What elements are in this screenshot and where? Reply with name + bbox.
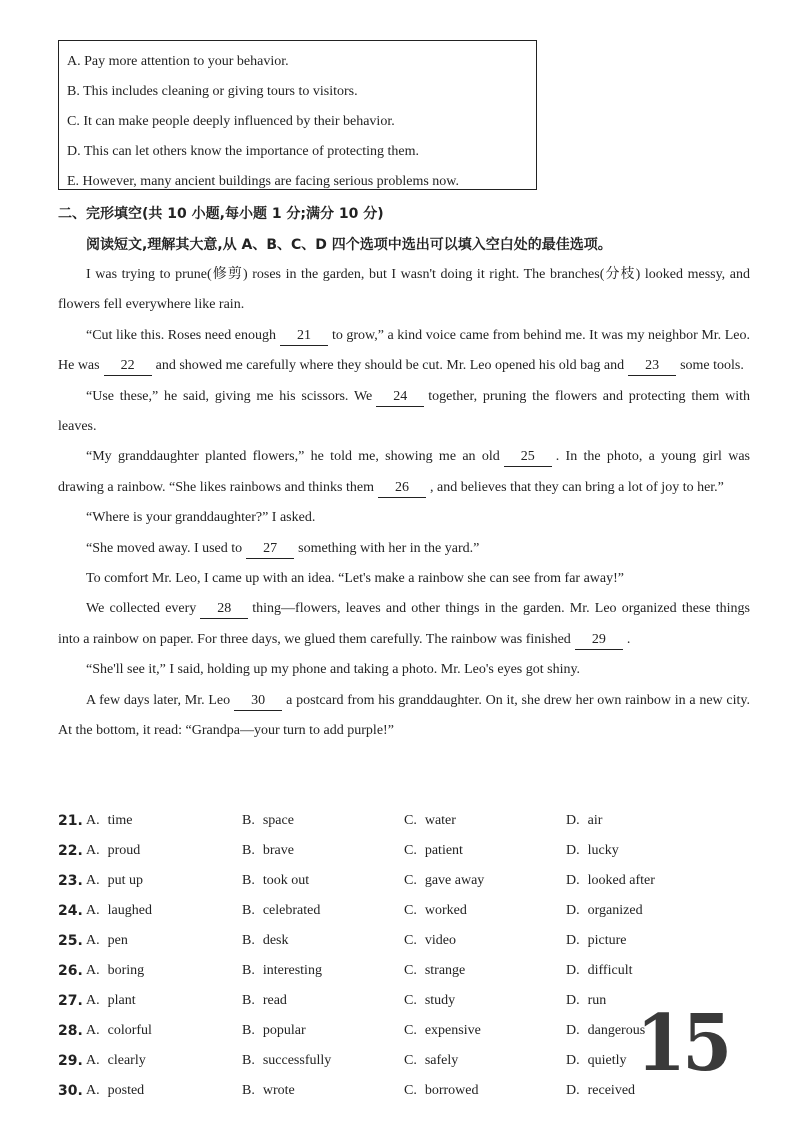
choice-letter: B. bbox=[242, 873, 255, 888]
paragraph-7 bbox=[58, 564, 750, 594]
choice-letter: B. bbox=[242, 933, 255, 948]
choice-letter: C. bbox=[404, 993, 417, 1008]
p6-text-a: “She moved away. I used to bbox=[86, 540, 243, 556]
choice-a bbox=[86, 1016, 152, 1046]
p2-text-b: to grow,” a kind voice came from behind me. It was my neighbor Mr. Leo. He was bbox=[58, 327, 750, 374]
choice-letter: A. bbox=[86, 903, 100, 918]
question-row bbox=[58, 866, 758, 896]
paragraph-3 bbox=[58, 382, 750, 443]
choice-c bbox=[404, 956, 465, 986]
choice-text: successfully bbox=[262, 1053, 332, 1068]
choice-letter: C. bbox=[404, 933, 417, 948]
question-row bbox=[58, 926, 758, 956]
choice-b bbox=[242, 1076, 295, 1106]
choice-letter: B. bbox=[242, 843, 255, 858]
choice-d bbox=[566, 866, 655, 896]
choice-c bbox=[404, 866, 484, 896]
choice-letter: D. bbox=[566, 1083, 580, 1098]
blank-26: 26 bbox=[378, 479, 426, 498]
choice-d bbox=[566, 1046, 627, 1076]
choice-letter: A. bbox=[86, 933, 100, 948]
choice-text: organized bbox=[587, 903, 643, 918]
choice-text: popular bbox=[262, 1023, 306, 1038]
blank-28: 28 bbox=[200, 600, 248, 619]
blank-27: 27 bbox=[246, 540, 294, 559]
choice-c bbox=[404, 986, 455, 1016]
paragraph-9 bbox=[58, 655, 750, 685]
choice-text: dangerous bbox=[587, 1023, 646, 1038]
choice-letter: B. bbox=[242, 993, 255, 1008]
p3-text-a: “Use these,” he said, giving me his scissors. We bbox=[86, 388, 373, 404]
section-title: 二、完形填空(共 10 小题,每小题 1 分;满分 10 分) bbox=[58, 206, 384, 222]
p2-text-d: some tools. bbox=[680, 358, 744, 374]
choice-letter: D. bbox=[566, 993, 580, 1008]
choice-letter: C. bbox=[404, 1083, 417, 1098]
option-c: C. It can make people deeply influenced by their behavior. bbox=[67, 114, 395, 129]
paragraph-10 bbox=[58, 686, 750, 747]
choice-letter: C. bbox=[404, 1053, 417, 1068]
blank-22: 22 bbox=[104, 357, 152, 376]
blank-23: 23 bbox=[628, 357, 676, 376]
choice-c bbox=[404, 806, 456, 836]
choice-text: clearly bbox=[107, 1053, 146, 1068]
choice-a bbox=[86, 926, 128, 956]
choice-c bbox=[404, 1016, 481, 1046]
page-number: 15 bbox=[636, 998, 729, 1089]
choice-a bbox=[86, 836, 140, 866]
choice-letter: C. bbox=[404, 963, 417, 978]
choice-letter: A. bbox=[86, 963, 100, 978]
choice-c bbox=[404, 896, 467, 926]
choice-letter: B. bbox=[242, 1023, 255, 1038]
p7-text: To comfort Mr. Leo, I came up with an idea. “Let's make a rainbow she can see from far away!” bbox=[86, 571, 624, 587]
choice-text: safely bbox=[424, 1053, 459, 1068]
question-number: 22. bbox=[58, 843, 83, 859]
blank-24: 24 bbox=[376, 388, 424, 407]
choice-letter: A. bbox=[86, 993, 100, 1008]
choice-text: difficult bbox=[587, 963, 633, 978]
question-number: 21. bbox=[58, 813, 83, 829]
sentence-options-box bbox=[58, 40, 537, 190]
choice-text: received bbox=[587, 1083, 636, 1098]
blank-29: 29 bbox=[575, 631, 623, 650]
question-number: 30. bbox=[58, 1083, 83, 1099]
choice-letter: B. bbox=[242, 1083, 255, 1098]
choice-b bbox=[242, 1046, 331, 1076]
choice-letter: B. bbox=[242, 963, 255, 978]
choice-d bbox=[566, 956, 632, 986]
p5-text: “Where is your granddaughter?” I asked. bbox=[86, 510, 316, 526]
choice-d bbox=[566, 986, 606, 1016]
p4-text-c: , and believes that they can bring a lot of joy to her.” bbox=[429, 479, 724, 495]
choice-letter: A. bbox=[86, 843, 100, 858]
choice-d bbox=[566, 1076, 635, 1106]
choice-text: pen bbox=[107, 933, 128, 948]
choice-letter: A. bbox=[86, 1053, 100, 1068]
choice-text: celebrated bbox=[262, 903, 321, 918]
choice-b bbox=[242, 866, 309, 896]
choice-text: took out bbox=[262, 873, 310, 888]
paragraph-4 bbox=[58, 442, 750, 503]
question-row bbox=[58, 836, 758, 866]
paragraph-8 bbox=[58, 594, 750, 655]
choice-text: colorful bbox=[107, 1023, 152, 1038]
choice-text: air bbox=[587, 813, 603, 828]
choice-letter: C. bbox=[404, 1023, 417, 1038]
choice-text: laughed bbox=[107, 903, 152, 918]
p4-text-b: . In the photo, a young girl was drawing a rainbow. “She likes rainbows and thinks them bbox=[58, 449, 750, 495]
choice-letter: A. bbox=[86, 1023, 100, 1038]
choice-text: expensive bbox=[424, 1023, 481, 1038]
choice-a bbox=[86, 1046, 146, 1076]
choice-a bbox=[86, 866, 143, 896]
choice-text: run bbox=[587, 993, 607, 1008]
choice-letter: B. bbox=[242, 1053, 255, 1068]
choice-text: lucky bbox=[587, 843, 619, 858]
choice-c bbox=[404, 926, 456, 956]
option-b: B. This includes cleaning or giving tours to visitors. bbox=[67, 84, 358, 99]
question-row bbox=[58, 956, 758, 986]
p2-text-a: “Cut like this. Roses need enough bbox=[86, 327, 276, 343]
choice-letter: D. bbox=[566, 873, 580, 888]
choice-text: wrote bbox=[262, 1083, 295, 1098]
question-number: 25. bbox=[58, 933, 83, 949]
choice-d bbox=[566, 806, 602, 836]
choice-c bbox=[404, 836, 463, 866]
choice-letter: A. bbox=[86, 1083, 100, 1098]
choice-text: strange bbox=[424, 963, 466, 978]
choice-text: worked bbox=[424, 903, 467, 918]
option-d: D. This can let others know the importance of protecting them. bbox=[67, 144, 419, 159]
choice-c bbox=[404, 1046, 458, 1076]
choice-letter: C. bbox=[404, 903, 417, 918]
choice-text: patient bbox=[424, 843, 463, 858]
question-number: 24. bbox=[58, 903, 83, 919]
option-a: A. Pay more attention to your behavior. bbox=[67, 54, 289, 69]
p8-text-c: . bbox=[626, 631, 631, 647]
p8-text-a: We collected every bbox=[86, 601, 197, 617]
section-instruction: 阅读短文,理解其大意,从 A、B、C、D 四个选项中选出可以填入空白处的最佳选项。 bbox=[86, 237, 612, 253]
choice-c bbox=[404, 1076, 479, 1106]
choice-letter: D. bbox=[566, 1023, 580, 1038]
choice-text: quietly bbox=[587, 1053, 627, 1068]
paragraph-6 bbox=[58, 534, 750, 564]
choice-letter: D. bbox=[566, 903, 580, 918]
choice-letter: A. bbox=[86, 873, 100, 888]
p6-text-b: something with her in the yard.” bbox=[298, 540, 480, 556]
choice-b bbox=[242, 896, 320, 926]
choice-letter: D. bbox=[566, 843, 580, 858]
choice-b bbox=[242, 1016, 306, 1046]
choice-text: plant bbox=[107, 993, 136, 1008]
p10-text-b: a postcard from his granddaughter. On it, she drew her own rainbow in a new city. At the bottom, it read: “Grandpa—your turn to add purple!” bbox=[58, 692, 750, 739]
paragraph-5 bbox=[58, 503, 750, 533]
choice-letter: B. bbox=[242, 903, 255, 918]
choice-letter: A. bbox=[86, 813, 100, 828]
choice-letter: C. bbox=[404, 843, 417, 858]
question-number: 28. bbox=[58, 1023, 83, 1039]
choice-text: interesting bbox=[262, 963, 322, 978]
choice-letter: C. bbox=[404, 873, 417, 888]
question-number: 23. bbox=[58, 873, 83, 889]
choice-text: desk bbox=[262, 933, 289, 948]
p9-text: “She'll see it,” I said, holding up my phone and taking a photo. Mr. Leo's eyes got shiny. bbox=[86, 662, 581, 678]
choice-text: water bbox=[424, 813, 456, 828]
choice-letter: D. bbox=[566, 1053, 580, 1068]
choice-a bbox=[86, 956, 144, 986]
p2-text-c: and showed me carefully where they should be cut. Mr. Leo opened his old bag and bbox=[155, 358, 625, 374]
blank-30: 30 bbox=[234, 692, 282, 711]
choice-a bbox=[86, 806, 133, 836]
paragraph-1 bbox=[58, 260, 750, 321]
choice-text: read bbox=[262, 993, 287, 1008]
choice-letter: C. bbox=[404, 813, 417, 828]
choice-b bbox=[242, 836, 294, 866]
choice-text: borrowed bbox=[424, 1083, 479, 1098]
question-row bbox=[58, 896, 758, 926]
choice-d bbox=[566, 1016, 645, 1046]
p3-text-b: together, pruning the flowers and protecting them with leaves. bbox=[58, 388, 750, 435]
choice-letter: D. bbox=[566, 933, 580, 948]
choice-text: video bbox=[424, 933, 456, 948]
choice-b bbox=[242, 956, 322, 986]
question-number: 27. bbox=[58, 993, 83, 1009]
choice-d bbox=[566, 926, 627, 956]
choice-text: posted bbox=[107, 1083, 145, 1098]
p4-text-a: “My granddaughter planted flowers,” he told me, showing me an old bbox=[86, 449, 500, 465]
choice-text: space bbox=[262, 813, 294, 828]
choice-d bbox=[566, 836, 619, 866]
choice-text: looked after bbox=[587, 873, 655, 888]
choice-letter: D. bbox=[566, 963, 580, 978]
question-row bbox=[58, 806, 758, 836]
choice-b bbox=[242, 926, 289, 956]
choice-text: study bbox=[424, 993, 456, 1008]
choice-text: picture bbox=[587, 933, 627, 948]
choice-letter: D. bbox=[566, 813, 580, 828]
choice-b bbox=[242, 806, 294, 836]
choice-text: boring bbox=[107, 963, 145, 978]
blank-25: 25 bbox=[504, 448, 552, 467]
choice-b bbox=[242, 986, 287, 1016]
p8-text-b: thing—flowers, leaves and other things in the garden. Mr. Leo organized these things into a rainbow on paper. For three days, we glued them carefully. The rainbow was finished bbox=[58, 601, 750, 647]
choice-d bbox=[566, 896, 643, 926]
question-number: 29. bbox=[58, 1053, 83, 1069]
question-number: 26. bbox=[58, 963, 83, 979]
choice-letter: B. bbox=[242, 813, 255, 828]
option-e: E. However, many ancient buildings are facing serious problems now. bbox=[67, 174, 459, 189]
paragraph-2 bbox=[58, 321, 750, 382]
choice-a bbox=[86, 896, 152, 926]
choice-text: proud bbox=[107, 843, 141, 858]
p1-text: I was trying to prune(修剪) roses in the garden, but I wasn't doing it right. The branches(分枝) looked messy, and flowers fell everywhere like rain. bbox=[58, 267, 750, 313]
choice-text: time bbox=[107, 813, 133, 828]
choice-text: gave away bbox=[424, 873, 485, 888]
cloze-passage bbox=[58, 260, 750, 747]
choice-text: brave bbox=[262, 843, 294, 858]
p10-text-a: A few days later, Mr. Leo bbox=[86, 692, 231, 708]
choice-text: put up bbox=[107, 873, 144, 888]
blank-21: 21 bbox=[280, 327, 328, 346]
choice-a bbox=[86, 986, 136, 1016]
choice-a bbox=[86, 1076, 144, 1106]
